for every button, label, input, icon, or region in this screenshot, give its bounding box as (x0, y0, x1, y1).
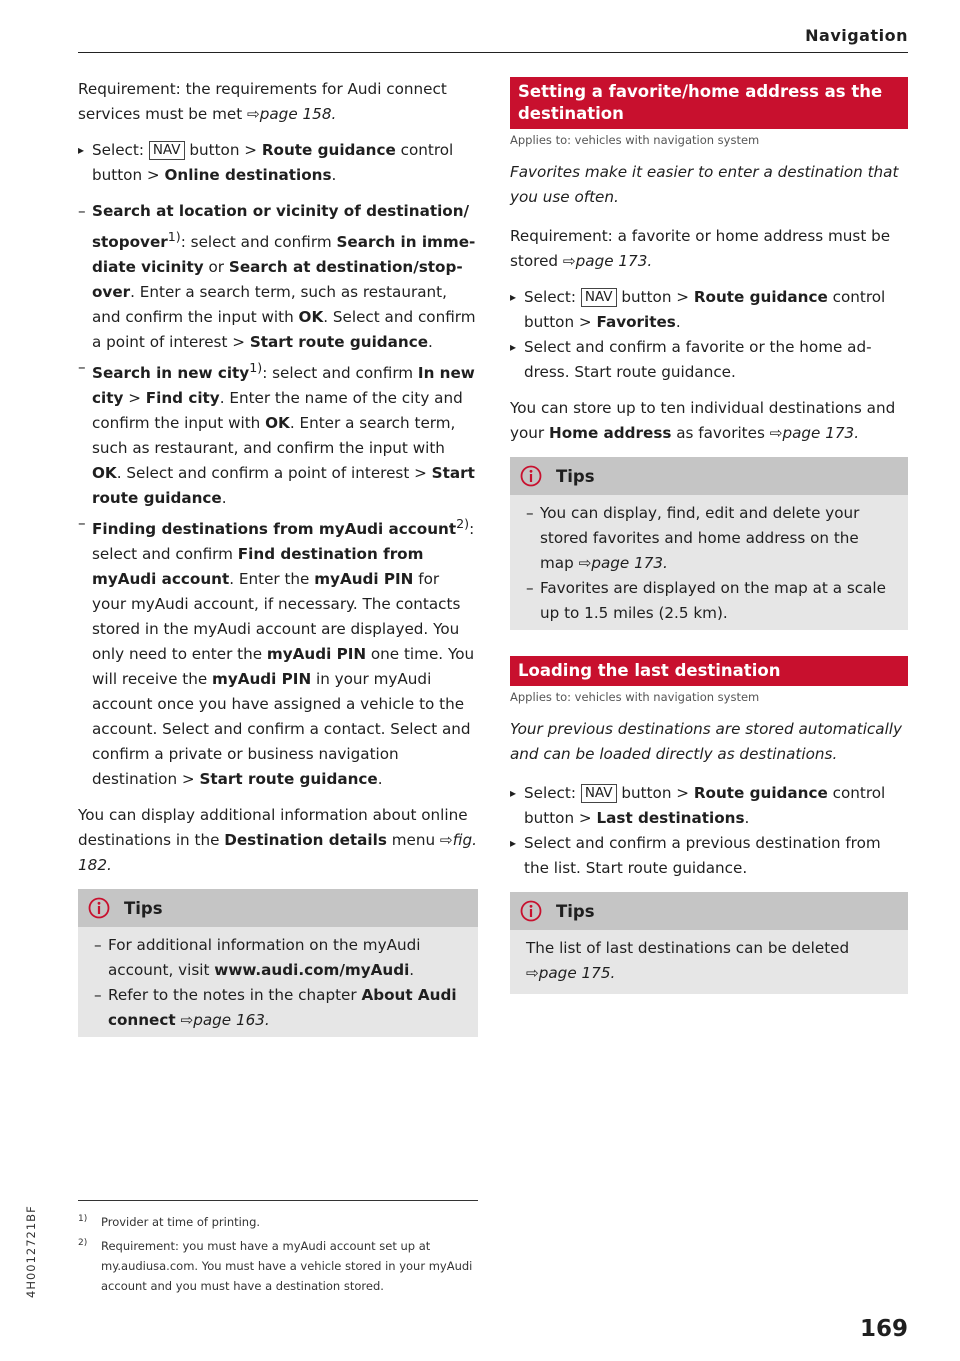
footnote-rule (78, 1200, 478, 1201)
tips-title: Tips (556, 901, 595, 921)
favorites-steps (510, 285, 908, 385)
step-item: ▸ Select and confirm a previous destination from the list. Start route guidance. (510, 831, 908, 881)
tips-title: Tips (124, 898, 163, 918)
page-reference[interactable]: ⇨page 163. (180, 1011, 270, 1030)
footnote: 2) Requirement: you must have a myAudi account set up at my.audiusa.com. You must have a vehicle stored in your myAudi account and you must have a destination stored. (78, 1238, 473, 1293)
tips-box (78, 889, 478, 1037)
page-reference[interactable]: ⇨page 173. (578, 554, 668, 572)
info-icon (520, 465, 542, 487)
nav-button-key: NAV (581, 288, 617, 307)
page-reference[interactable]: ⇨page 175. (526, 964, 616, 982)
page-reference[interactable]: ⇨page 173. (562, 252, 653, 270)
applies-to: Applies to: vehicles with navigation system (510, 690, 760, 704)
step-item: ▸ Select and confirm a favorite or the home address. Start route guidance. (510, 335, 908, 385)
online-options-list (78, 199, 478, 792)
footnotes (78, 1212, 478, 1300)
section-heading-last-destination: Loading the last destination (510, 656, 908, 686)
tips-body (78, 927, 478, 1037)
tips-list (94, 933, 464, 1033)
myaudi-link[interactable]: www.audi.com/myAudi (214, 961, 410, 980)
step-item: ▸ Select: NAV button > Route guidance control button > Online destinations. (78, 138, 478, 188)
step-item: ▸ Select: NAV button > Route guidance control button > Favorites. (510, 285, 908, 335)
step-item: ▸ Select: NAV button > Route guidance control button > Last destinations. (510, 781, 908, 831)
list-item: – Favorites are displayed on the map at a scale up to 1.5 miles (2.5 km). (526, 576, 894, 626)
nav-button-key: NAV (149, 141, 185, 160)
info-icon (520, 900, 542, 922)
last-destination-steps (510, 781, 908, 881)
right-column (510, 77, 908, 1008)
applies-to: Applies to: vehicles with navigation system (510, 133, 760, 147)
store-paragraph: You can store up to ten individual destinations and your Home address as favorites ⇨page 173. (510, 399, 896, 442)
list-item: – You can display, find, edit and delete your stored favorites and home address on the map ⇨page 173. (526, 501, 894, 576)
page-reference[interactable]: ⇨page 173. (769, 424, 860, 442)
tips-text: The list of last destinations can be deleted ⇨page 175. (526, 939, 850, 982)
left-column (78, 77, 478, 1051)
requirement-paragraph: Requirement: the requirements for Audi connect services must be met ⇨page 158. (78, 80, 447, 123)
running-header: Navigation (805, 26, 908, 45)
page-reference[interactable]: ⇨page 158. (247, 105, 337, 123)
online-destinations-steps (78, 138, 478, 188)
header-rule (78, 52, 908, 53)
document-code: 4H0012721BF (24, 1205, 38, 1298)
tips-box (510, 457, 908, 630)
page-number: 169 (859, 1316, 908, 1342)
tips-body (510, 495, 908, 630)
figure-reference[interactable]: ⇨fig. 182. (78, 831, 477, 875)
info-icon (88, 897, 110, 919)
tips-header (510, 892, 908, 930)
list-item: – Search at location or vicinity of destination/ stopover$^{1)}$: select and confirm Search in immediate vicinity or Search at destination/stopover. Enter a search term, such as restaurant, and confirm the input with OK. Select and confirm a point of interest > Start route guidance. (78, 199, 478, 355)
destination-details-paragraph: You can display additional information about online destinations in the Destination details menu ⇨fig. 182. (78, 806, 477, 875)
tips-list (526, 501, 894, 626)
section-intro: Your previous destinations are stored automatically and can be loaded directly as destinations. (510, 720, 903, 763)
nav-button-key: NAV (581, 784, 617, 803)
list-item: – Finding destinations from myAudi account$^{2)}$: select and confirm Find destination from myAudi account. Enter the myAudi PIN for your myAudi account, if necessary. The contacts stored in the myAudi account are displayed. You only need to enter the myAudi PIN one time. You will receive the myAudi PIN in your myAudi account once you have assigned a vehicle to the account. Select and confirm a contact. Select and confirm a private or business navigation destination > Start route guidance. (78, 511, 478, 792)
section-heading-favorites: Setting a favorite/home address as the destination (510, 77, 908, 129)
tips-title: Tips (556, 466, 595, 486)
section-intro: Favorites make it easier to enter a destination that you use often. (510, 163, 899, 206)
tips-box (510, 892, 908, 994)
tips-header (510, 457, 908, 495)
tips-header (78, 889, 478, 927)
list-item: – Refer to the notes in the chapter About Audi connect ⇨page 163. (94, 983, 464, 1033)
requirement-paragraph: Requirement: a favorite or home address must be stored ⇨page 173. (510, 227, 891, 270)
list-item: – Search in new city$^{1)}$: select and confirm In new city > Find city. Enter the name of the city and confirm the input with OK. Enter a search term, such as restaurant, and confirm the input with OK. Select and confirm a point of interest > Start route guidance. (78, 355, 478, 511)
footnote: 1) Provider at time of printing. (78, 1214, 261, 1229)
tips-body (510, 930, 908, 994)
list-item: – For additional information on the myAudi account, visit www.audi.com/myAudi. (94, 933, 464, 983)
